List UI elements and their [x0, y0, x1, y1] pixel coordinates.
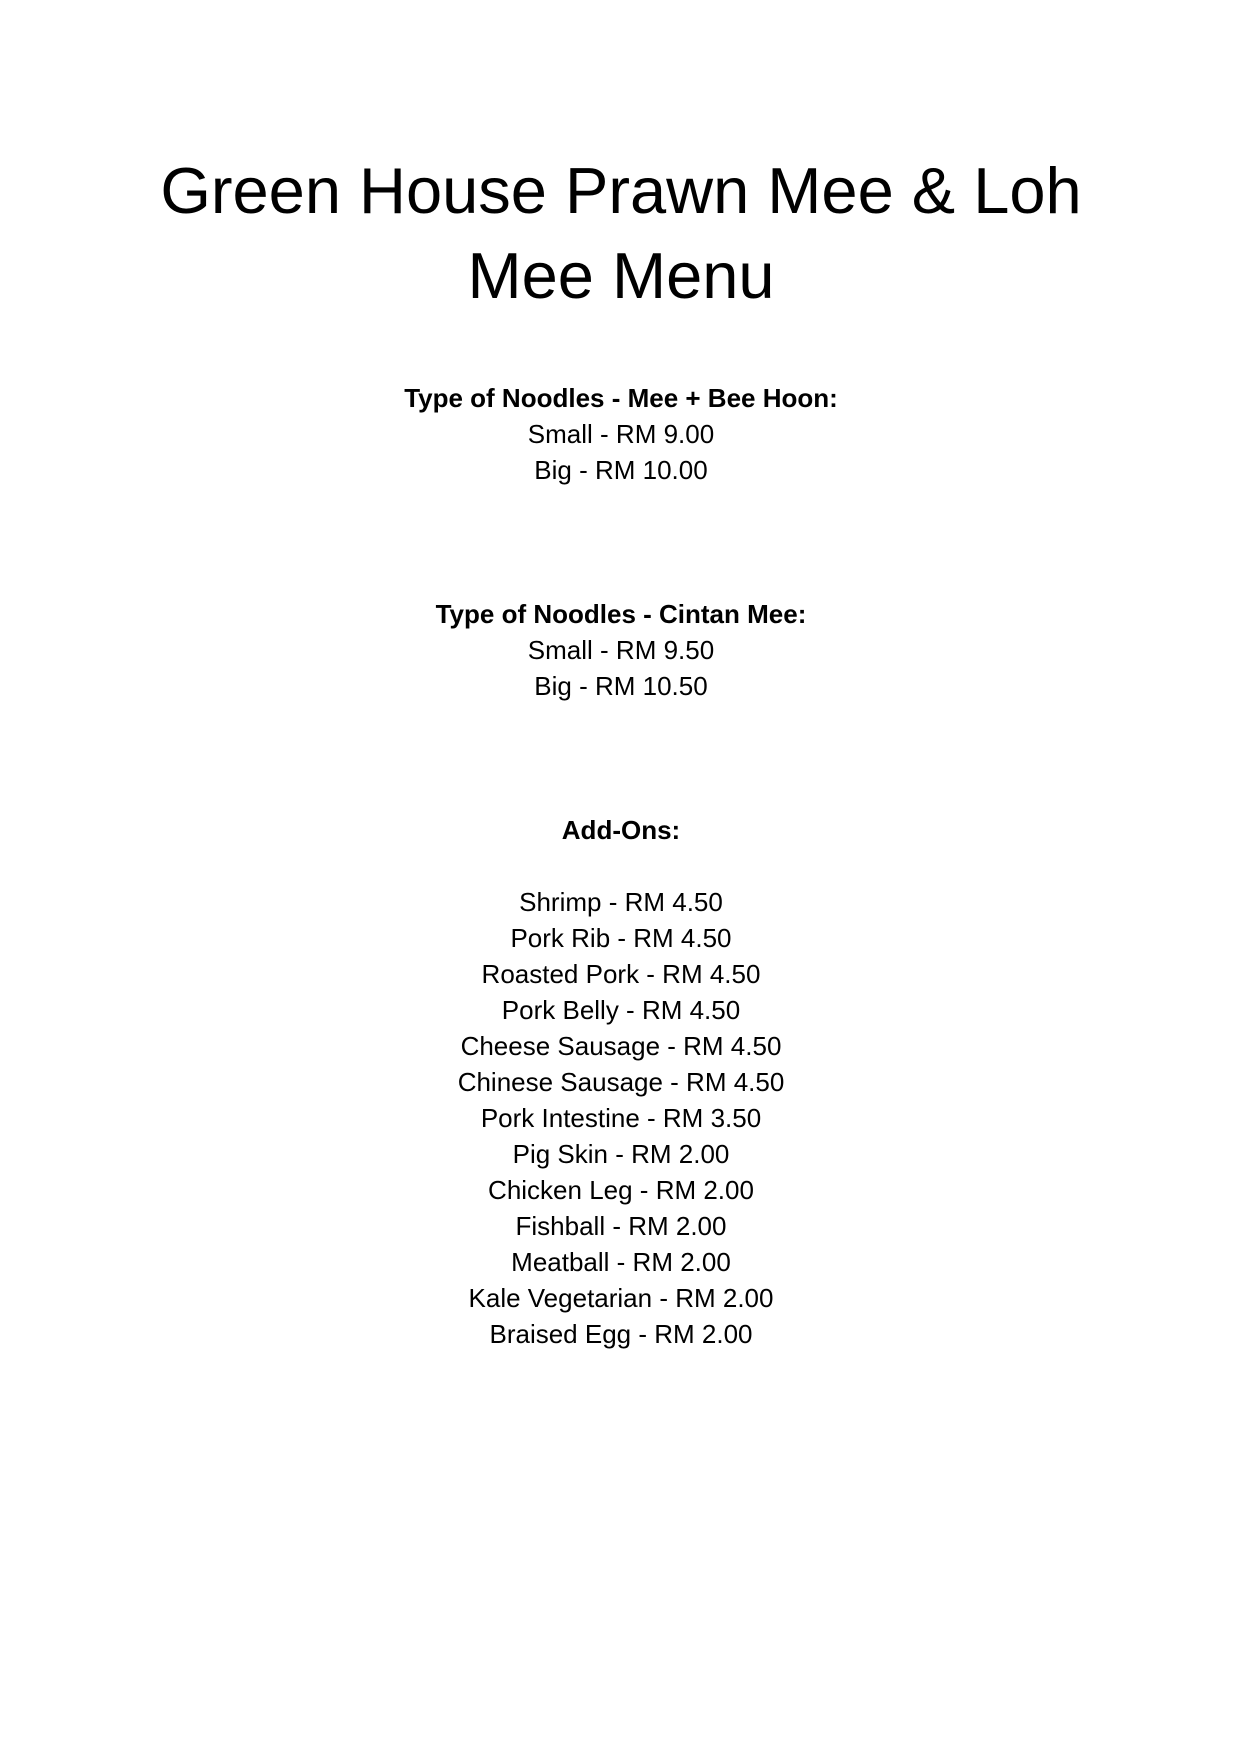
price-line-big: Big - RM 10.50: [534, 671, 708, 701]
add-on-item: Cheese Sausage - RM 4.50: [460, 1031, 782, 1061]
add-on-item: Chicken Leg - RM 2.00: [488, 1175, 754, 1205]
section-cintan-mee: [0, 596, 1242, 704]
add-on-item: Roasted Pork - RM 4.50: [481, 959, 761, 989]
price-line-big: Big - RM 10.00: [534, 455, 708, 485]
section-add-ons: [0, 812, 1242, 1352]
price-line-small: Small - RM 9.00: [527, 419, 715, 449]
add-on-item: Kale Vegetarian - RM 2.00: [468, 1283, 774, 1313]
spacer: [0, 848, 1242, 884]
menu-title: [120, 148, 1122, 318]
add-on-item: Pork Belly - RM 4.50: [501, 995, 741, 1025]
section-heading: Type of Noodles - Cintan Mee:: [435, 599, 807, 629]
add-on-item: Braised Egg - RM 2.00: [489, 1319, 753, 1349]
add-on-item: Pork Rib - RM 4.50: [510, 923, 732, 953]
add-on-item: Chinese Sausage - RM 4.50: [457, 1067, 785, 1097]
add-on-item: Meatball - RM 2.00: [511, 1247, 731, 1277]
add-on-item: Shrimp - RM 4.50: [519, 887, 723, 917]
menu-title-line-1: Green House Prawn Mee & Loh: [160, 154, 1082, 227]
section-mee-bee-hoon: [0, 380, 1242, 488]
section-heading: Type of Noodles - Mee + Bee Hoon:: [404, 383, 838, 413]
add-on-item: Fishball - RM 2.00: [515, 1211, 727, 1241]
section-heading: Add-Ons:: [561, 815, 681, 845]
price-line-small: Small - RM 9.50: [527, 635, 715, 665]
menu-title-line-2: Mee Menu: [467, 239, 775, 312]
add-on-item: Pork Intestine - RM 3.50: [480, 1103, 762, 1133]
add-on-item: Pig Skin - RM 2.00: [512, 1139, 730, 1169]
